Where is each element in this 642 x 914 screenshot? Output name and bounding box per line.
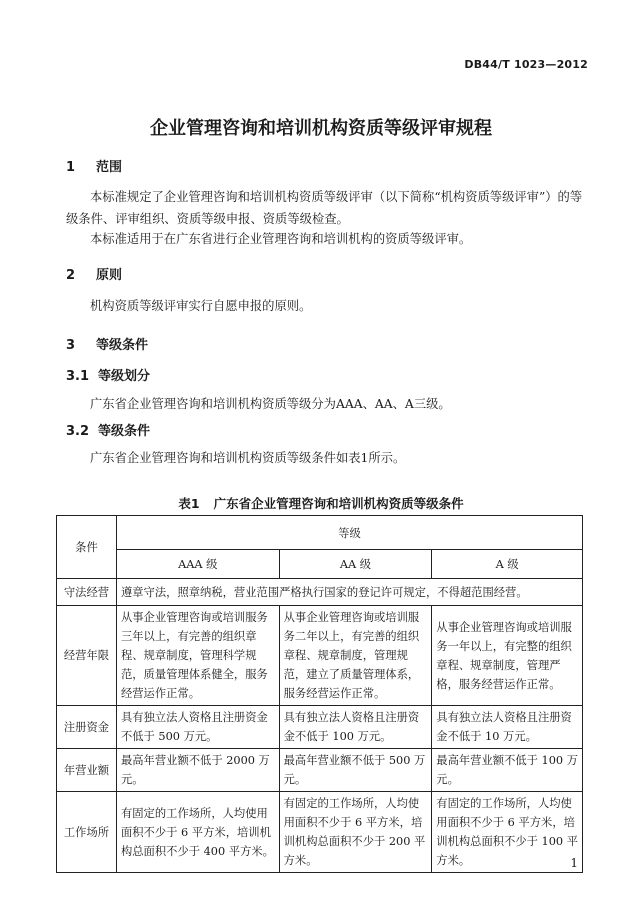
section-number: 3 — [66, 338, 76, 353]
section-number: 1 — [66, 160, 76, 175]
section-title: 原则 — [96, 268, 123, 283]
table-level-row — [57, 550, 583, 579]
condition-header: 条件 — [57, 516, 117, 579]
table-caption — [0, 494, 642, 512]
table-header-row — [57, 516, 583, 550]
section-3-2-paragraph: 广东省企业管理咨询和培训机构资质等级条件如表1所示。 — [90, 451, 406, 465]
annual-revenue-aaa: 最高年营业额不低于 2000 万元。 — [116, 749, 279, 792]
annual-revenue-a: 最高年营业额不低于 100 万元。 — [432, 749, 583, 792]
table-row — [57, 579, 583, 606]
section-title: 等级条件 — [96, 338, 149, 353]
section-number: 2 — [66, 268, 76, 283]
section-1-paragraph-1: 本标准规定了企业管理咨询和培训机构资质等级评审（以下简称“机构资质等级评审”）的等级条件、评审组织、资质等级申报、资质等级检查。 — [66, 190, 583, 226]
section-3-1-heading — [66, 365, 150, 384]
section-3-2-heading — [66, 420, 150, 439]
table-caption-number: 表1 — [178, 496, 200, 511]
lawful-operation-cell: 遵章守法，照章纳税，营业范围严格执行国家的登记许可规定，不得超范围经营。 — [116, 579, 582, 606]
registered-capital-a: 具有独立法人资格且注册资金不低于 10 万元。 — [432, 706, 583, 749]
section-2-heading — [66, 264, 122, 283]
workplace-aa: 有固定的工作场所，人均使用面积不少于 6 平方米，培训机构总面积不少于 200 平方米。 — [279, 792, 432, 873]
table-row — [57, 606, 583, 706]
workplace-aaa: 有固定的工作场所，人均使用面积不少于 6 平方米，培训机构总面积不少于 400 平方米。 — [116, 792, 279, 873]
row-label-workplace: 工作场所 — [57, 792, 117, 873]
level-aaa-header: AAA 级 — [116, 550, 279, 579]
section-3-1-paragraph: 广东省企业管理咨询和培训机构资质等级分为AAA、AA、A三级。 — [90, 397, 451, 411]
section-number: 3.2 — [66, 424, 90, 439]
row-label-operating-years: 经营年限 — [57, 606, 117, 706]
registered-capital-aa: 具有独立法人资格且注册资金不低于 100 万元。 — [279, 706, 432, 749]
operating-years-aaa: 从事企业管理咨询或培训服务三年以上，有完善的组织章程、规章制度，管理科学规范，质量管理体系健全，服务经营运作正常。 — [116, 606, 279, 706]
section-title: 等级条件 — [98, 424, 151, 439]
row-label-annual-revenue: 年营业额 — [57, 749, 117, 792]
standard-code: DB44/T 1023—2012 — [464, 58, 588, 71]
document-title: 企业管理咨询和培训机构资质等级评审规程 — [150, 118, 492, 139]
registered-capital-aaa: 具有独立法人资格且注册资金不低于 500 万元。 — [116, 706, 279, 749]
section-1-paragraph-2: 本标准适用于在广东省进行企业管理咨询和培训机构的资质等级评审。 — [90, 232, 472, 246]
section-2-paragraph-1: 机构资质等级评审实行自愿申报的原则。 — [90, 299, 312, 313]
section-title: 范围 — [96, 160, 123, 175]
table-row — [57, 792, 583, 873]
annual-revenue-aa: 最高年营业额不低于 500 万元。 — [279, 749, 432, 792]
row-label-lawful-operation: 守法经营 — [57, 579, 117, 606]
level-a-header: A 级 — [432, 550, 583, 579]
table-caption-title: 广东省企业管理咨询和培训机构资质等级条件 — [213, 496, 464, 511]
page-number: 1 — [570, 856, 578, 870]
section-title: 等级划分 — [98, 369, 151, 384]
operating-years-aa: 从事企业管理咨询或培训服务二年以上，有完善的组织章程、规章制度，管理规范，建立了质量管理体系，服务经营运作正常。 — [279, 606, 432, 706]
level-aa-header: AA 级 — [279, 550, 432, 579]
grade-conditions-table — [56, 515, 583, 873]
grade-header: 等级 — [116, 516, 582, 550]
workplace-a: 有固定的工作场所，人均使用面积不少于 6 平方米，培训机构总面积不少于 100 平方米。 — [432, 792, 583, 873]
table-row — [57, 706, 583, 749]
section-3-heading — [66, 334, 148, 353]
row-label-registered-capital: 注册资金 — [57, 706, 117, 749]
section-1-heading — [66, 156, 122, 175]
section-number: 3.1 — [66, 369, 90, 384]
table-row — [57, 749, 583, 792]
operating-years-a: 从事企业管理咨询或培训服务一年以上，有完整的组织章程、规章制度，管理严格，服务经营运作正常。 — [432, 606, 583, 706]
